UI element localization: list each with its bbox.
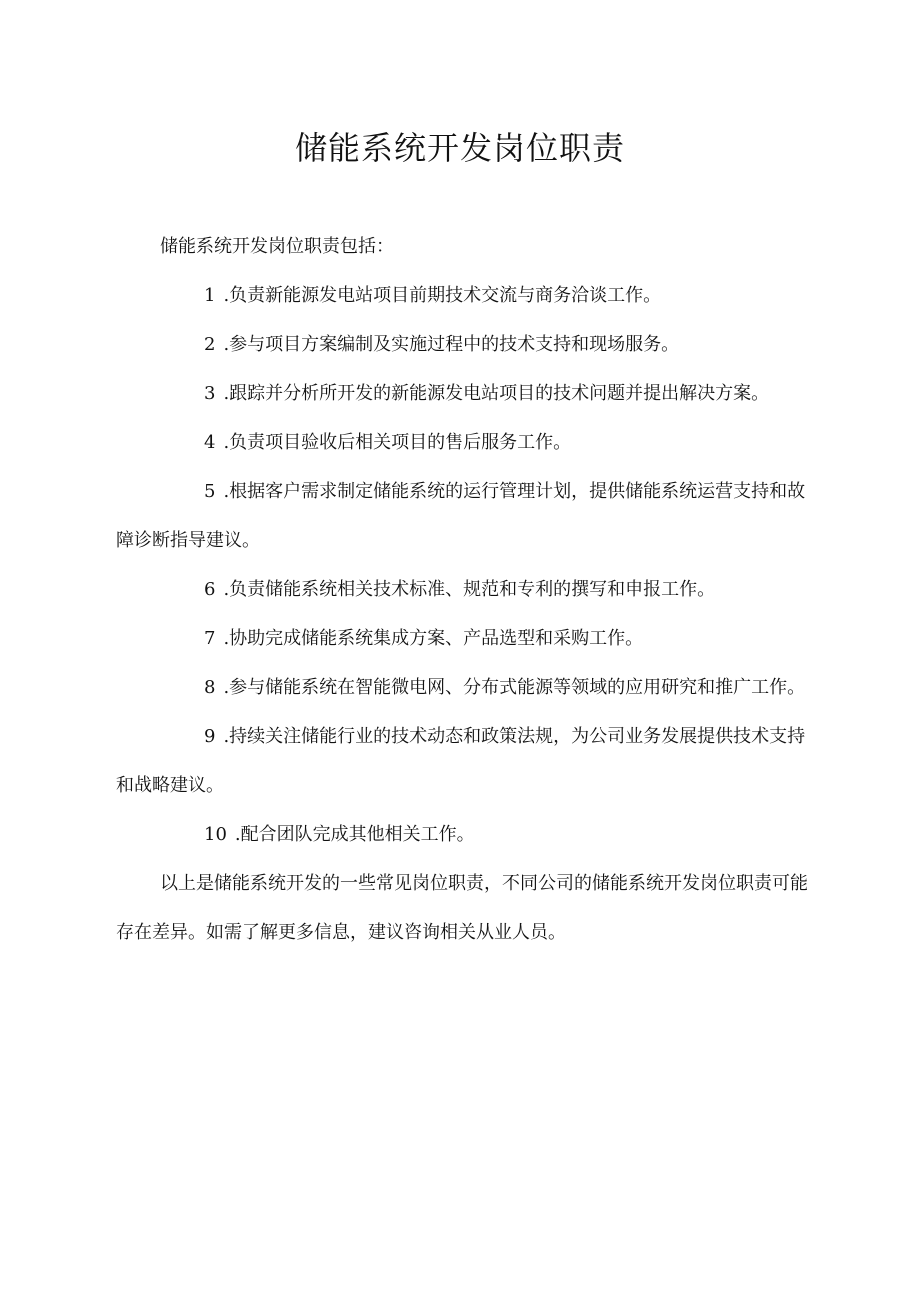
item-number: 6 [204, 579, 216, 600]
item-text: .配合团队完成其他相关工作。 [234, 824, 475, 845]
document-body [116, 222, 816, 957]
item-number: 4 [204, 432, 216, 453]
item-text: .协助完成储能系统集成方案、产品选型和采购工作。 [223, 628, 644, 649]
item-text: .根据客户需求制定储能系统的运行管理计划，提供储能系统运营支持和故障诊断指导建议。 [116, 481, 806, 551]
item-text: .负责项目验收后相关项目的售后服务工作。 [223, 432, 572, 453]
document-title: 储能系统开发岗位职责 [294, 129, 625, 167]
item-text: .跟踪并分析所开发的新能源发电站项目的技术问题并提出解决方案。 [223, 383, 770, 404]
item-number: 8 [204, 677, 216, 698]
list-item [116, 467, 816, 565]
item-number: 10 [204, 824, 227, 845]
item-number: 1 [204, 285, 216, 306]
item-text: .负责储能系统相关技术标准、规范和专利的撰写和申报工作。 [223, 579, 716, 600]
item-number: 9 [204, 726, 216, 747]
list-item [116, 712, 816, 810]
item-text: .参与储能系统在智能微电网、分布式能源等领域的应用研究和推广工作。 [223, 677, 806, 698]
item-text: .参与项目方案编制及实施过程中的技术支持和现场服务。 [223, 334, 680, 355]
list-item [116, 369, 816, 418]
list-item [116, 418, 816, 467]
intro-paragraph: 储能系统开发岗位职责包括： [160, 236, 394, 257]
list-item [116, 810, 816, 859]
list-item [116, 320, 816, 369]
item-text: .负责新能源发电站项目前期技术交流与商务洽谈工作。 [223, 285, 662, 306]
list-item [116, 271, 816, 320]
item-number: 5 [204, 481, 216, 502]
item-text: .持续关注储能行业的技术动态和政策法规，为公司业务发展提供技术支持和战略建议。 [116, 726, 806, 796]
item-number: 7 [204, 628, 216, 649]
list-item [116, 614, 816, 663]
list-item [116, 663, 816, 712]
item-number: 2 [204, 334, 216, 355]
item-number: 3 [204, 383, 216, 404]
list-item [116, 565, 816, 614]
closing-paragraph: 以上是储能系统开发的一些常见岗位职责，不同公司的储能系统开发岗位职责可能存在差异。如需了解更多信息，建议咨询相关从业人员。 [116, 873, 808, 943]
